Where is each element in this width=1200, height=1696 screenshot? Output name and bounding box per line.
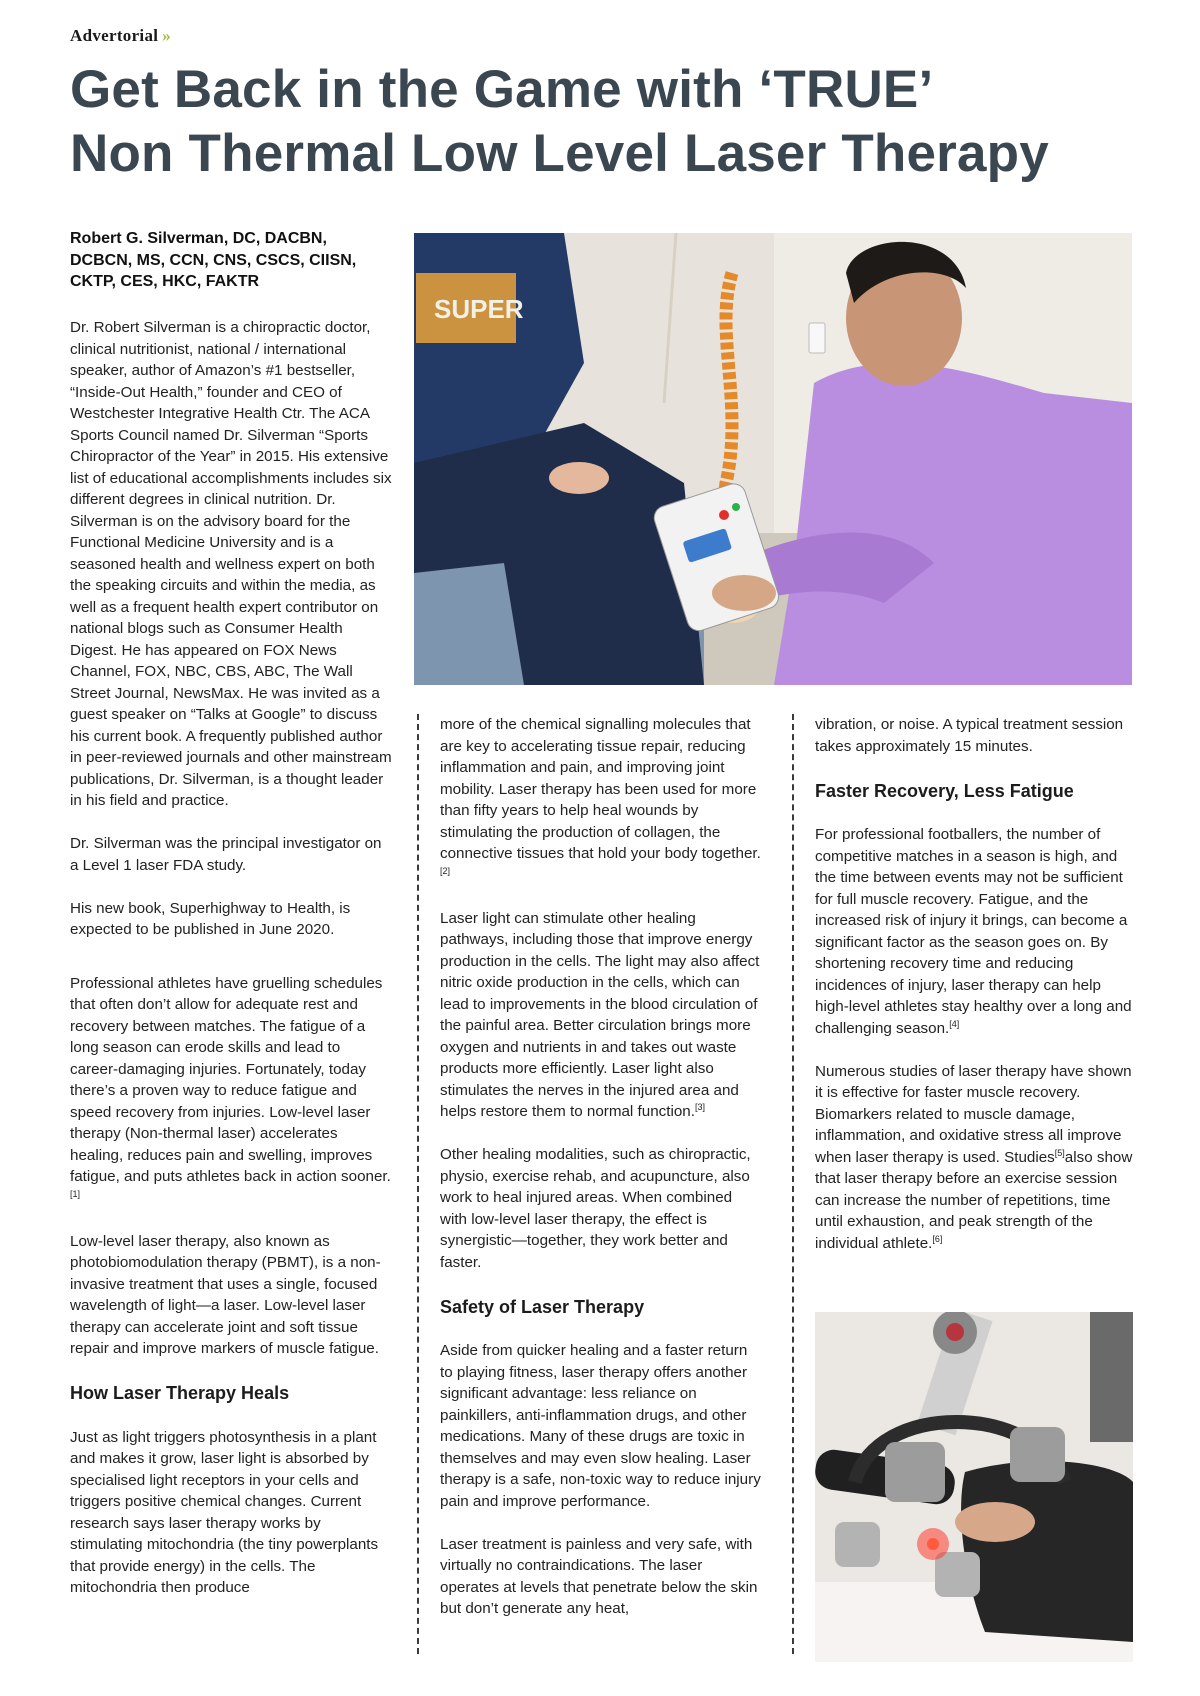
heading-safety: Safety of Laser Therapy xyxy=(440,1296,645,1317)
photo-laser-device-session xyxy=(815,1312,1133,1662)
author-bio-fda: Dr. Silverman was the principal investigator on a Level 1 laser FDA study. xyxy=(70,835,382,874)
article-title xyxy=(70,58,1170,186)
photo-doctor-laser-treatment xyxy=(414,233,1132,685)
footnote-ref: [4] xyxy=(949,1018,960,1029)
paragraph-pbmt: Low-level laser therapy, also known as photobiomodulation therapy (PBMT), is a non-invasive treatment that uses a single, focused wavelength of light—a laser. Low-level laser therapy can accelerate joint and soft tissue repair and improve markers of muscle fatigue. xyxy=(70,1232,381,1357)
column-1 xyxy=(70,317,392,1620)
author-line-1: Robert G. Silverman, DC, DACBN, xyxy=(70,230,327,247)
hoodie-lettering: SUPER xyxy=(434,294,524,324)
footnote-ref: [5] xyxy=(1054,1147,1065,1158)
author-bio-book: His new book, Superhighway to Health, is expected to be published in June 2020. xyxy=(70,899,351,938)
heading-how-laser-heals: How Laser Therapy Heals xyxy=(70,1383,290,1403)
double-chevron-icon: » xyxy=(162,26,172,45)
section-kicker xyxy=(70,26,171,46)
paragraph-painless: Laser treatment is painless and very safe, with virtually no contraindications. The laser operates at levels that penetrate below the skin but don’t generate any heat, xyxy=(440,1535,758,1617)
photo-illustration xyxy=(815,1312,1133,1662)
column-divider xyxy=(417,714,419,1654)
author-line-3: CKTP, CES, HKC, FAKTR xyxy=(70,273,260,290)
author-bio: Dr. Robert Silverman is a chiropractic doctor, clinical nutritionist, national / international speaker, author of Amazon’s #1 bestseller, “Inside-Out Health,” founder and CEO of Westchester Integrative Health Ctr. The ACA Sports Council named Dr. Silverman “Sports Chiropractor of the Year” in 2015. His extensive list of educational accomplishments includes six different degrees in clinical nutrition. Dr. Silverman is on the advisory board for the Functional Medicine University and is a seasoned health and wellness expert on both the speaking circuits and within the media, as well as a frequent health expert contributor on national blogs such as Consumer Health Digest. He has appeared on FOX News Channel, FOX, NBC, CBS, ABC, The Wall Street Journal, NewsMax. He was invited as a guest speaker on “Talks at Google” to discuss his current book. A frequently published author in peer-reviewed journals and other mainstream publications, Dr. Silverman, is a thought leader in his field and practice. xyxy=(70,319,392,809)
author-line-2: DCBCN, MS, CCN, CNS, CSCS, CIISN, xyxy=(70,251,357,269)
paragraph-signalling: more of the chemical signalling molecules that are key to accelerating tissue repair, reducing inflammation and pain, and improving joint mobility. Laser therapy has been used for more than fifty years to help heal wounds by stimulating the production of collagen, the connective tissues that hold your body together.[2] xyxy=(440,716,761,876)
paragraph-photosynthesis: Just as light triggers photosynthesis in a plant and makes it grow, laser light is absorbed by specialised light receptors in your cells and triggers positive chemical changes. Current research says laser therapy works by stimulating mitochondria (the tiny powerplants that provide energy) in the cells. The mitochondria then produce xyxy=(70,1428,379,1596)
footnote-ref: [1] xyxy=(70,1188,81,1199)
paragraph-pathways: Laser light can stimulate other healing pathways, including those that improve energy production in the cells. The light may also affect nitric oxide production in the cells, which can lead to improvements in the blood circulation of the painful area. Better circulation brings more oxygen and nutrients in and takes out waste products more efficiently. Laser light also stimulates the nerves in the injured area and helps restore them to normal function.[3] xyxy=(440,909,760,1120)
column-3 xyxy=(815,714,1135,1276)
kicker-label: Advertorial xyxy=(70,26,159,45)
photo-illustration xyxy=(414,233,1132,685)
title-line-2: Non Thermal Low Level Laser Therapy xyxy=(70,124,1049,183)
author-credentials xyxy=(70,228,390,293)
paragraph-advantage: Aside from quicker healing and a faster return to playing fitness, laser therapy offers another significant advantage: less reliance on painkillers, anti-inflammation drugs, and other medications. Many of these drugs are toxic in themselves and may even slow healing. Laser therapy is a safe, non-toxic way to reduce injury pain and improve performance. xyxy=(440,1342,761,1510)
paragraph-modalities: Other healing modalities, such as chiropractic, physio, exercise rehab, and acupuncture, also work to heal injured areas. When combined with low-level laser therapy, the effect is synergistic—together, they work better and faster. xyxy=(440,1146,751,1271)
heading-faster-recovery: Faster Recovery, Less Fatigue xyxy=(815,780,1074,801)
paragraph-footballers: For professional footballers, the number of competitive matches in a season is high, and the time between events may not be sufficient for full muscle recovery. Fatigue, and the increased risk of injury it brings, can become a significant factor as the season goes on. By shortening recovery time and reducing incidences of injury, laser therapy can help high-level athletes stay healthy over a long and challenging season.[4] xyxy=(815,826,1132,1037)
column-divider xyxy=(792,714,794,1654)
footnote-ref: [6] xyxy=(932,1233,943,1244)
column-2 xyxy=(440,714,762,1641)
footnote-ref: [2] xyxy=(440,865,451,876)
paragraph-athletes: Professional athletes have gruelling schedules that often don’t allow for adequate rest and recovery between matches. The fatigue of a long season can erode skills and lead to career-damaging injuries. Fortunately, today there’s a proven way to reduce fatigue and speed recovery from injuries. Low-level laser therapy (Non-thermal laser) accelerates healing, reduces pain and swelling, improves fatigue, and puts athletes back in action sooner.[1] xyxy=(70,974,391,1199)
footnote-ref: [3] xyxy=(694,1101,705,1112)
paragraph-studies: Numerous studies of laser therapy have shown it is effective for faster muscle recovery. Biomarkers related to muscle damage, inflammation, and oxidative stress all improve when laser therapy is used. Studies[5]also show that laser therapy before an exercise session can increase the number of repetitions, time until exhaustion, and peak strength of the individual athlete.[6] xyxy=(815,1062,1133,1252)
paragraph-session: vibration, or noise. A typical treatment session takes approximately 15 minutes. xyxy=(815,716,1124,755)
title-line-1: Get Back in the Game with ‘TRUE’ xyxy=(70,60,934,119)
